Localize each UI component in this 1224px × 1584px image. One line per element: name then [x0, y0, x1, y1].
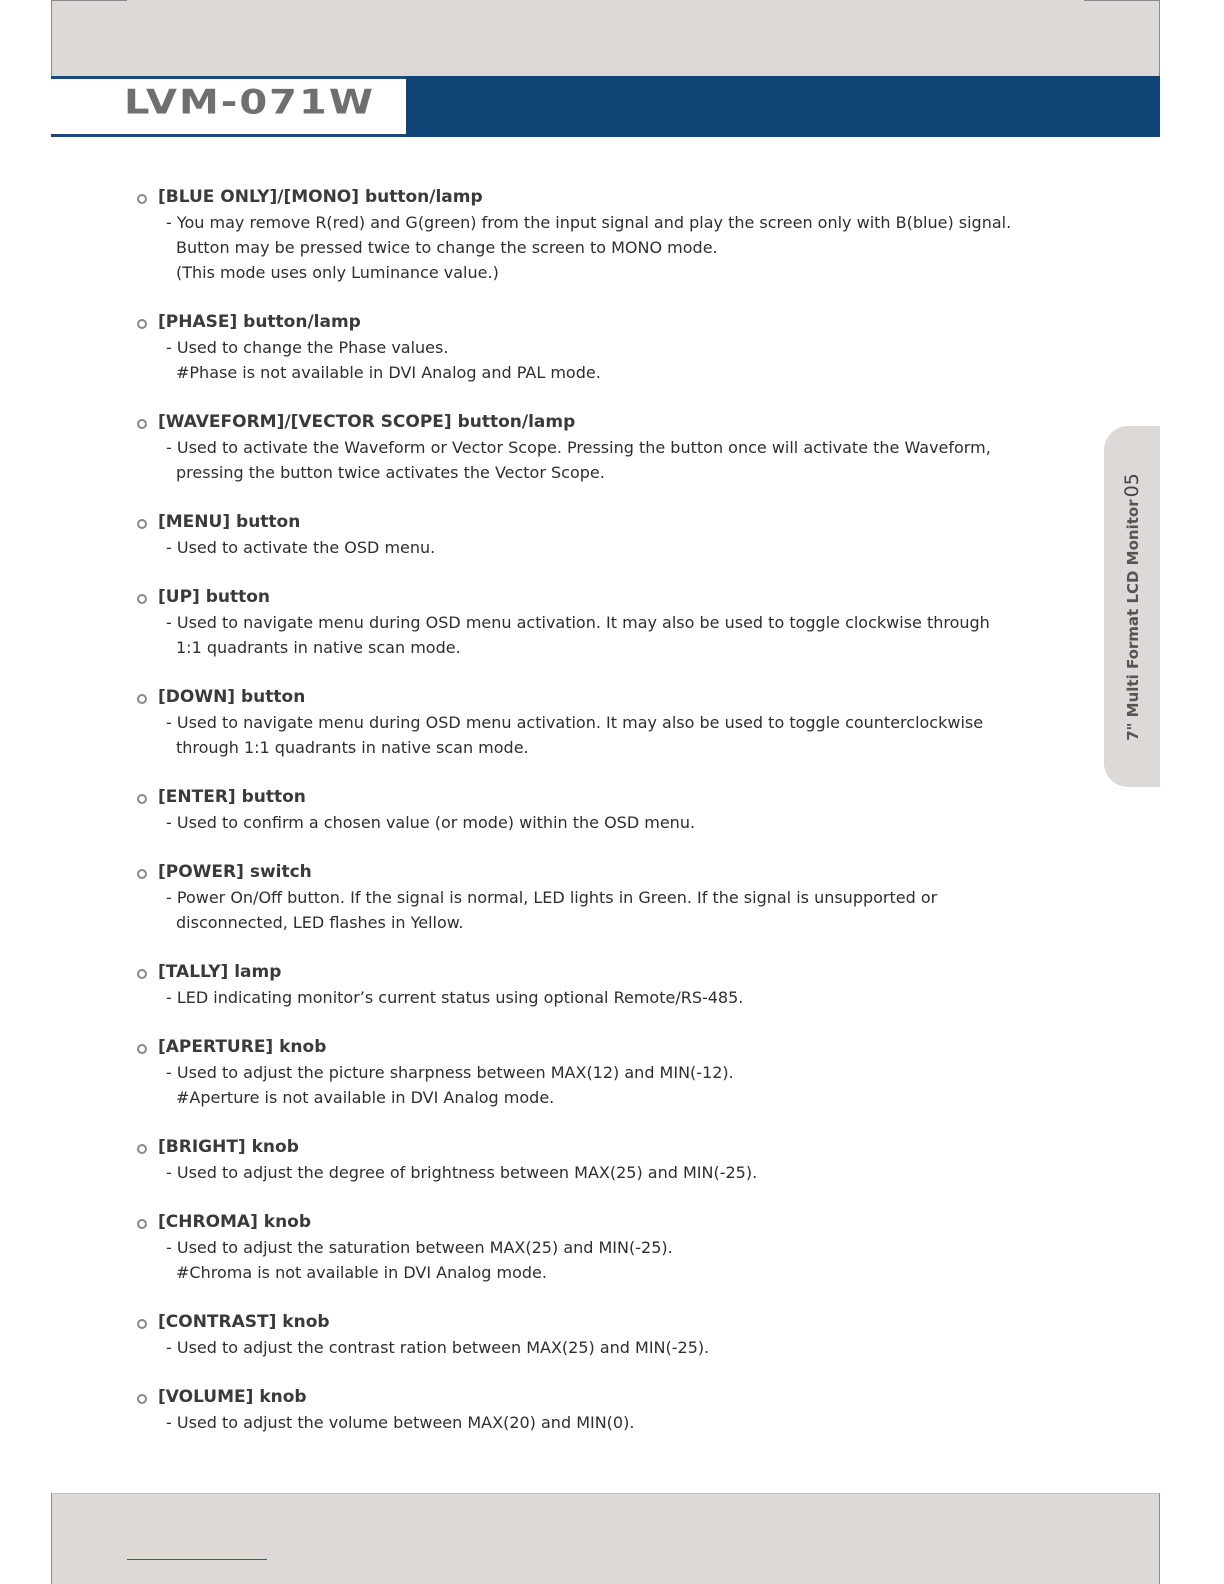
- item-title: [POWER] switch: [158, 862, 312, 882]
- description-line: - Used to navigate menu during OSD menu activation. It may also be used to toggle counterclockwise: [166, 713, 984, 732]
- description-line: disconnected, LED flashes in Yellow.: [176, 913, 464, 932]
- item-title: [BLUE ONLY]/[MONO] button/lamp: [158, 187, 483, 207]
- item-title: [WAVEFORM]/[VECTOR SCOPE] button/lamp: [158, 412, 576, 432]
- circle-bullet-icon: [137, 594, 147, 604]
- circle-bullet-icon: [137, 1394, 147, 1404]
- item-title: [BRIGHT] knob: [158, 1137, 299, 1157]
- description-line: - You may remove R(red) and G(green) from the input signal and play the screen only with B(blue) signal.: [166, 213, 1012, 232]
- circle-bullet-icon: [137, 194, 147, 204]
- list-item: [137, 685, 1097, 760]
- list-item: [137, 310, 1097, 385]
- description-line: - Used to activate the OSD menu.: [166, 538, 436, 557]
- side-tab-text: [1121, 473, 1143, 741]
- description-line: - Used to change the Phase values.: [166, 338, 449, 357]
- top-band: [51, 0, 1160, 76]
- description-line: - Used to activate the Waveform or Vector Scope. Pressing the button once will activate the Waveform,: [166, 438, 991, 457]
- header-color-bar: [406, 76, 1160, 137]
- item-description: [166, 810, 1097, 835]
- circle-bullet-icon: [137, 319, 147, 329]
- description-line: - LED indicating monitor’s current status using optional Remote/RS-485.: [166, 988, 744, 1007]
- list-item: [137, 185, 1097, 285]
- controls-list: [137, 185, 1097, 1460]
- list-item: [137, 860, 1097, 935]
- description-line: - Used to adjust the saturation between MAX(25) and MIN(-25).: [166, 1238, 673, 1257]
- item-description: [166, 885, 1097, 935]
- description-line: Button may be pressed twice to change the screen to MONO mode.: [176, 238, 718, 257]
- circle-bullet-icon: [137, 419, 147, 429]
- item-title: [CONTRAST] knob: [158, 1312, 330, 1332]
- page-number: 05: [1121, 472, 1143, 497]
- top-band-rule-right: [1084, 0, 1159, 1]
- item-title: [PHASE] button/lamp: [158, 312, 361, 332]
- list-item: [137, 785, 1097, 835]
- circle-bullet-icon: [137, 1319, 147, 1329]
- item-description: [166, 985, 1097, 1010]
- item-description: [166, 210, 1097, 285]
- list-item: [137, 410, 1097, 485]
- footer-link-rule: [127, 1559, 267, 1560]
- description-line: - Used to adjust the contrast ration between MAX(25) and MIN(-25).: [166, 1338, 710, 1357]
- item-description: [166, 1335, 1097, 1360]
- circle-bullet-icon: [137, 869, 147, 879]
- item-title: [UP] button: [158, 587, 271, 607]
- list-item: [137, 1310, 1097, 1360]
- description-line: 1:1 quadrants in native scan mode.: [176, 638, 461, 657]
- item-description: [166, 1235, 1097, 1285]
- description-line: #Phase is not available in DVI Analog and PAL mode.: [176, 363, 601, 382]
- logo-top-rule: [51, 76, 406, 79]
- logo-box: [51, 76, 406, 137]
- side-tab-label: 7" Multi Format LCD Monitor: [1124, 498, 1142, 741]
- item-description: [166, 1410, 1097, 1435]
- item-description: [166, 1060, 1097, 1110]
- circle-bullet-icon: [137, 1219, 147, 1229]
- list-item: [137, 1035, 1097, 1110]
- circle-bullet-icon: [137, 1044, 147, 1054]
- description-line: #Chroma is not available in DVI Analog mode.: [176, 1263, 547, 1282]
- description-line: - Used to navigate menu during OSD menu activation. It may also be used to toggle clockwise through: [166, 613, 990, 632]
- circle-bullet-icon: [137, 519, 147, 529]
- description-line: pressing the button twice activates the Vector Scope.: [176, 463, 605, 482]
- side-tab: [1104, 426, 1160, 787]
- item-title: [DOWN] button: [158, 687, 306, 707]
- item-description: [166, 710, 1097, 760]
- list-item: [137, 1210, 1097, 1285]
- list-item: [137, 960, 1097, 1010]
- circle-bullet-icon: [137, 694, 147, 704]
- item-description: [166, 535, 1097, 560]
- item-description: [166, 610, 1097, 660]
- list-item: [137, 510, 1097, 560]
- circle-bullet-icon: [137, 794, 147, 804]
- circle-bullet-icon: [137, 1144, 147, 1154]
- description-line: - Used to adjust the volume between MAX(20) and MIN(0).: [166, 1413, 635, 1432]
- circle-bullet-icon: [137, 969, 147, 979]
- product-logo: LVM-071W: [124, 83, 375, 123]
- item-title: [ENTER] button: [158, 787, 306, 807]
- list-item: [137, 585, 1097, 660]
- item-title: [TALLY] lamp: [158, 962, 282, 982]
- description-line: - Used to adjust the picture sharpness between MAX(12) and MIN(-12).: [166, 1063, 734, 1082]
- bottom-band: [51, 1493, 1160, 1584]
- description-line: #Aperture is not available in DVI Analog mode.: [176, 1088, 555, 1107]
- page-header: [51, 76, 1160, 137]
- item-title: [CHROMA] knob: [158, 1212, 312, 1232]
- item-description: [166, 335, 1097, 385]
- description-line: (This mode uses only Luminance value.): [176, 263, 499, 282]
- item-title: [APERTURE] knob: [158, 1037, 327, 1057]
- top-band-rule-left: [52, 0, 127, 1]
- list-item: [137, 1385, 1097, 1435]
- description-line: through 1:1 quadrants in native scan mode.: [176, 738, 529, 757]
- description-line: - Used to confirm a chosen value (or mode) within the OSD menu.: [166, 813, 696, 832]
- item-title: [MENU] button: [158, 512, 301, 532]
- description-line: - Used to adjust the degree of brightness between MAX(25) and MIN(-25).: [166, 1163, 758, 1182]
- item-description: [166, 435, 1097, 485]
- item-description: [166, 1160, 1097, 1185]
- description-line: - Power On/Off button. If the signal is normal, LED lights in Green. If the signal is unsupported or: [166, 888, 938, 907]
- list-item: [137, 1135, 1097, 1185]
- item-title: [VOLUME] knob: [158, 1387, 307, 1407]
